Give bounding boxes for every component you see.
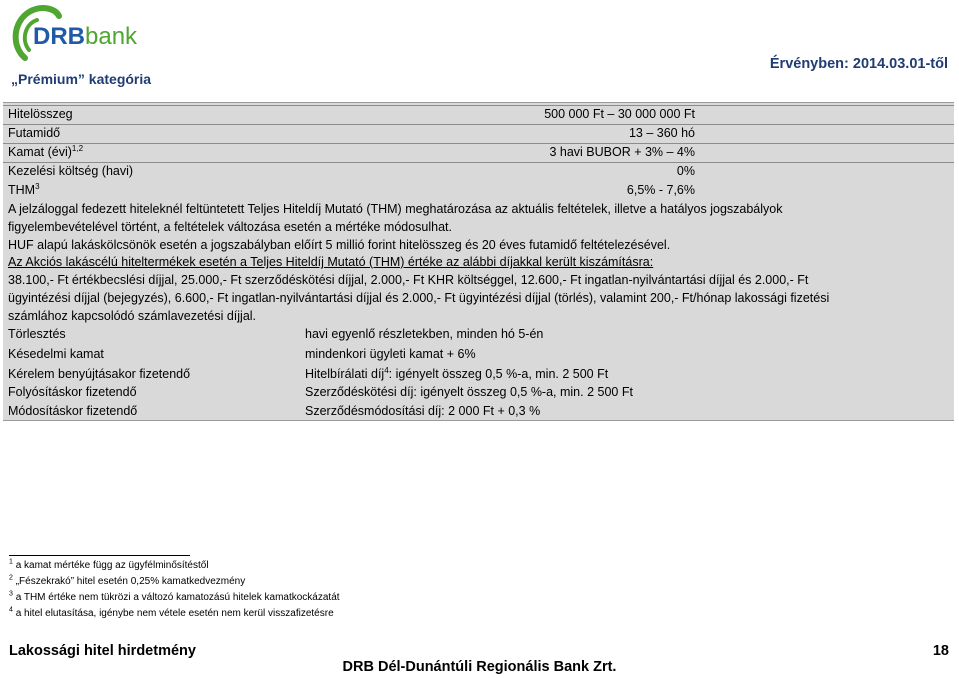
footer-company: DRB Dél-Dunántúli Regionális Bank Zrt. bbox=[342, 659, 617, 675]
term-label: Módosításkor fizetendő bbox=[8, 404, 138, 418]
table-row bbox=[3, 105, 954, 121]
drb-bank-logo bbox=[7, 2, 141, 66]
fees-line3: számlához kapcsolódó számlavezetési díjjal. bbox=[8, 309, 257, 323]
term-value: Szerződésmódosítási díj: 2 000 Ft + 0,3 % bbox=[305, 404, 541, 418]
akcios-heading: Az Akciós lakáscélú hiteltermékek esetén a Teljes Hiteldíj Mutató (THM) értéke az alábbi díjakkal került kiszámításra: bbox=[8, 255, 654, 269]
table-row bbox=[3, 162, 954, 178]
fees-line1: 38.100,- Ft értékbecslési díjjal, 25.000,- Ft szerződéskötési díjjal, 2.000,- Ft KHR költséggel, 12.600,- Ft ingatlan-nyilvántartási díjjal és 2.000,- Ft bbox=[8, 273, 809, 287]
thm-note-line2: figyelembevételével történt, a feltételek változása esetén a mértéke módosulhat. bbox=[8, 220, 453, 234]
valid-from-heading: Érvényben: 2014.03.01-től bbox=[769, 56, 948, 72]
footnote-ref: 4 bbox=[384, 365, 389, 375]
term-value: mindenkori ügyleti kamat + 6% bbox=[305, 347, 476, 361]
row-value: 6,5% - 7,6% bbox=[626, 183, 695, 197]
footnote-ref: 1,2 bbox=[71, 143, 84, 153]
term-label: Késedelmi kamat bbox=[8, 347, 104, 361]
term-label: Kérelem benyújtásakor fizetendő bbox=[8, 367, 191, 381]
row-label: THM$^3$ bbox=[8, 181, 40, 197]
table-row bbox=[3, 124, 954, 140]
row-value: 500 000 Ft – 30 000 000 Ft bbox=[544, 107, 695, 121]
table-row bbox=[3, 143, 954, 159]
row-value: 3 havi BUBOR + 3% – 4% bbox=[549, 145, 695, 159]
footnote-ref: 3 bbox=[35, 181, 40, 191]
row-label: Kamat (évi)$^{1,2}$ bbox=[8, 143, 84, 159]
thm-note-line1: A jelzáloggal fedezett hiteleknél feltüntetett Teljes Hiteldíj Mutató (THM) meghatározása az aktuális feltételek, illetve a hatályos jogszabályok bbox=[8, 202, 783, 216]
term-value: Hitelbírálati díj$^4$: igényelt összeg 0,5 %-a, min. 2 500 Ft bbox=[305, 365, 609, 381]
term-label: Törlesztés bbox=[8, 327, 66, 341]
conditions-table bbox=[3, 102, 954, 421]
footnote-divider bbox=[9, 555, 190, 556]
term-value: Szerződéskötési díj: igényelt összeg 0,5 %-a, min. 2 500 Ft bbox=[305, 385, 633, 399]
row-value: 0% bbox=[676, 164, 695, 178]
footnote: $^1$ a kamat mértéke függ az ügyfélminősítéstől bbox=[9, 558, 209, 571]
logo-text-drb: DRB bbox=[33, 23, 85, 50]
row-label: Kezelési költség (havi) bbox=[8, 164, 134, 178]
footnote: $^3$ a THM értéke nem tükrözi a változó kamatozású hitelek kamatkockázatát bbox=[9, 590, 340, 603]
category-heading: „Prémium” kategória bbox=[11, 71, 152, 87]
term-label: Folyósításkor fizetendő bbox=[8, 385, 137, 399]
footer-title: Lakossági hitel hirdetmény bbox=[9, 643, 196, 659]
footnote: $^2$ „Fészekrakó” hitel esetén 0,25% kamatkedvezmény bbox=[9, 574, 246, 587]
row-value: 13 – 360 hó bbox=[628, 126, 695, 140]
huf-note: HUF alapú lakáskölcsönök esetén a jogszabályban előírt 5 millió forint hitelösszeg és 20 éves futamidő feltételezésével. bbox=[8, 238, 671, 252]
logo-text-bank: bank bbox=[85, 23, 138, 50]
footnote: $^4$ a hitel elutasítása, igénybe nem vétele esetén nem kerül visszafizetésre bbox=[9, 606, 334, 619]
page-number: 18 bbox=[932, 643, 949, 659]
term-value: havi egyenlő részletekben, minden hó 5-én bbox=[305, 327, 544, 341]
row-label: Hitelösszeg bbox=[8, 107, 73, 121]
row-label: Futamidő bbox=[8, 126, 61, 140]
fees-line2: ügyintézési díjjal (bejegyzés), 6.600,- Ft ingatlan-nyilvántartási díjjal és 2.000,- Ft ügyintézési díjjal (törlés), valamint 200,- Ft/hónap lakossági fizetési bbox=[8, 291, 830, 305]
